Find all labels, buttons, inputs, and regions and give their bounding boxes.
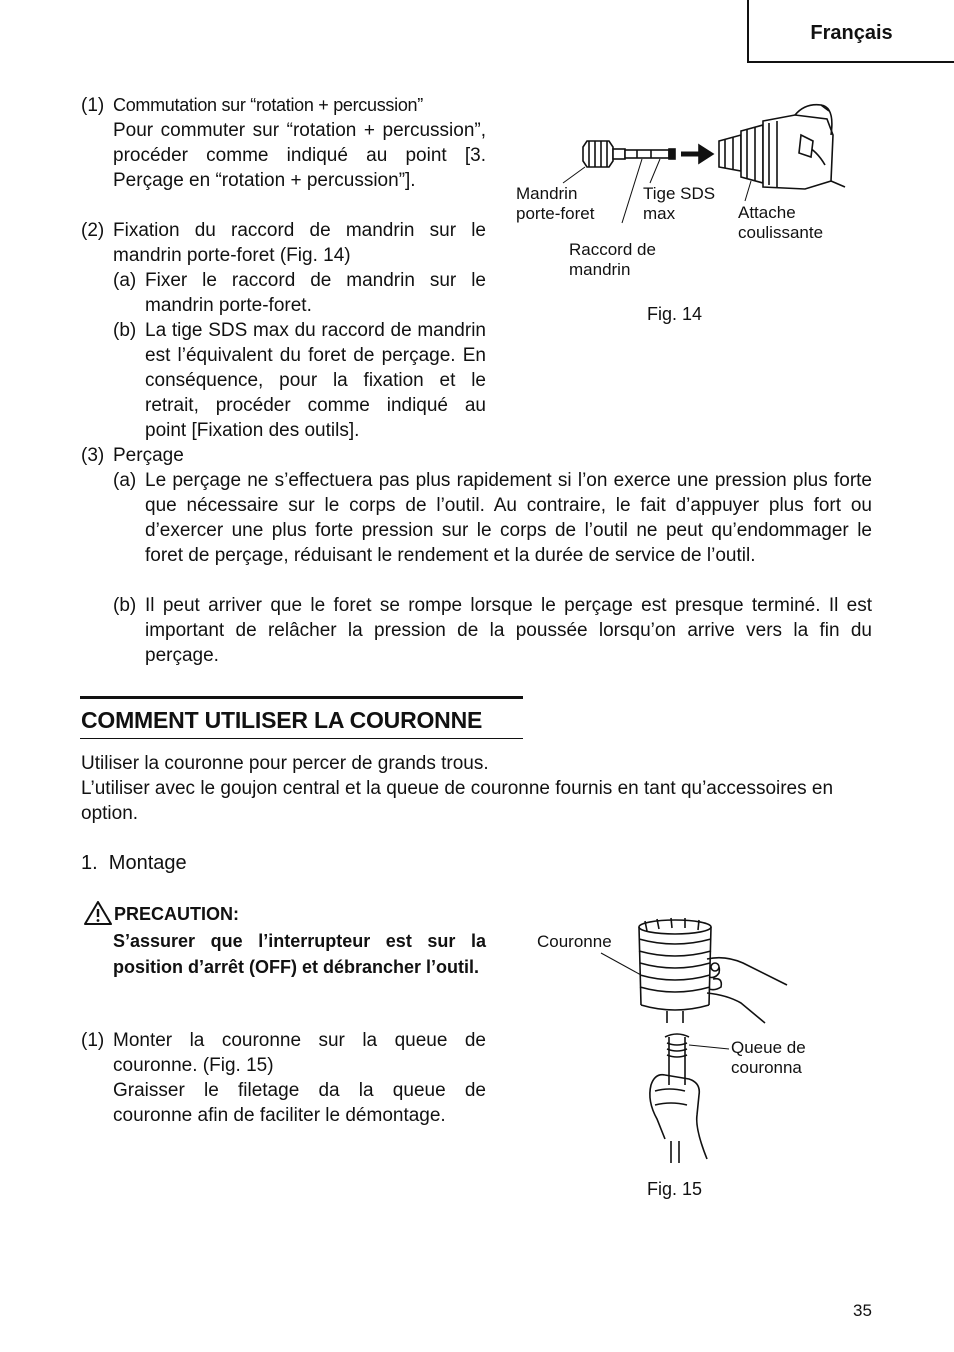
fig15-label-queue-line1: Queue de bbox=[731, 1038, 806, 1057]
heading-rule-bottom bbox=[80, 738, 523, 739]
page-number: 35 bbox=[853, 1301, 872, 1320]
item-body: Il peut arriver que le foret se rompe lorsque le perçage est presque terminé. Il est important de relâcher la pression de la poussée lorsqu’on arrive vers la fin du perçage. bbox=[145, 595, 872, 666]
item-1 bbox=[81, 93, 486, 118]
step-body-1: Monter la couronne sur la queue de couronne. (Fig. 15) bbox=[113, 1030, 486, 1076]
language-tab: Français bbox=[747, 0, 954, 63]
item-3a bbox=[113, 468, 872, 568]
item-number: (1) bbox=[81, 95, 105, 116]
caution-title-text: PRECAUTION bbox=[114, 904, 234, 924]
item-2a bbox=[113, 268, 486, 318]
item-title: Commutation sur “rotation + percussion” bbox=[113, 95, 423, 115]
fig15-label-couronne: Couronne bbox=[537, 932, 612, 951]
fig14-caption: Fig. 14 bbox=[647, 304, 703, 324]
step-number: (1) bbox=[81, 1030, 105, 1051]
step-1 bbox=[81, 1028, 486, 1078]
fig14-label-raccord-line2: mandrin bbox=[569, 260, 631, 279]
item-body: La tige SDS max du raccord de mandrin est l’équivalent du foret de perçage. En conséquence, pour la fixation et le retrait, procéder comme indiqué au point [Fixation des outils]. bbox=[145, 320, 486, 441]
caution-colon: : bbox=[233, 904, 240, 924]
section-heading: COMMENT UTILISER LA COURONNE bbox=[81, 707, 483, 733]
sub-heading: 1. Montage bbox=[81, 852, 187, 874]
heading-rule-top bbox=[80, 696, 523, 699]
item-letter: (a) bbox=[113, 270, 137, 291]
item-letter: (b) bbox=[113, 320, 137, 341]
caution-title bbox=[114, 902, 239, 927]
item-2b bbox=[113, 318, 486, 443]
item-title: Perçage bbox=[113, 445, 184, 466]
item-3b bbox=[113, 593, 872, 668]
warning-triangle-icon bbox=[84, 901, 112, 925]
fig15-label-queue-line2: couronna bbox=[731, 1058, 802, 1077]
fig14-label-tige-line1: Tige SDS bbox=[643, 184, 716, 203]
fig14-label-mandrin-line2: porte-foret bbox=[516, 204, 595, 223]
intro-line-2: L’utiliser avec le goujon central et la queue de couronne fournis en tant qu’accessoires en option. bbox=[81, 778, 834, 824]
caution-body: S’assurer que l’interrupteur est sur la position d’arrêt (OFF) et débrancher l’outil. bbox=[113, 931, 486, 977]
item-letter: (b) bbox=[113, 595, 137, 616]
item-body: Pour commuter sur “rotation + percussion”, procéder comme indiqué au point [3. Perçage en “rotation + percussion”]. bbox=[113, 120, 486, 191]
fig14-label-mandrin-line1: Mandrin bbox=[516, 184, 578, 203]
item-letter: (a) bbox=[113, 470, 137, 491]
intro-line-1: Utiliser la couronne pour percer de grands trous. bbox=[81, 753, 489, 774]
item-body: Fixer le raccord de mandrin sur le mandrin porte-foret. bbox=[145, 270, 486, 316]
fig14-label-tige-line2: max bbox=[643, 204, 676, 223]
step-body-2: Graisser le filetage da la queue de couronne afin de faciliter le démontage. bbox=[113, 1080, 486, 1126]
item-number: (3) bbox=[81, 445, 105, 466]
fig14-label-raccord-line1: Raccord de bbox=[569, 240, 656, 259]
item-body: Fixation du raccord de mandrin sur le mandrin porte-foret (Fig. 14) bbox=[113, 220, 486, 266]
fig15-caption: Fig. 15 bbox=[647, 1179, 703, 1199]
fig14-label-attache-line1: Attache bbox=[738, 203, 796, 222]
fig14-label-attache-line2: coulissante bbox=[738, 223, 824, 242]
item-2 bbox=[81, 218, 486, 268]
item-body: Le perçage ne s’effectuera pas plus rapidement si l’on exerce une pression plus forte que nécessaire sur le corps de l’outil. Au contraire, le fait d’appuyer plus fort ou d’exercer une plus forte pression sur le corps de l’outil ne peut qu’endommager le foret de perçage, réduisant le rendement et la durée de service de l’outil. bbox=[145, 470, 872, 566]
item-number: (2) bbox=[81, 220, 105, 241]
item-3 bbox=[81, 443, 872, 468]
